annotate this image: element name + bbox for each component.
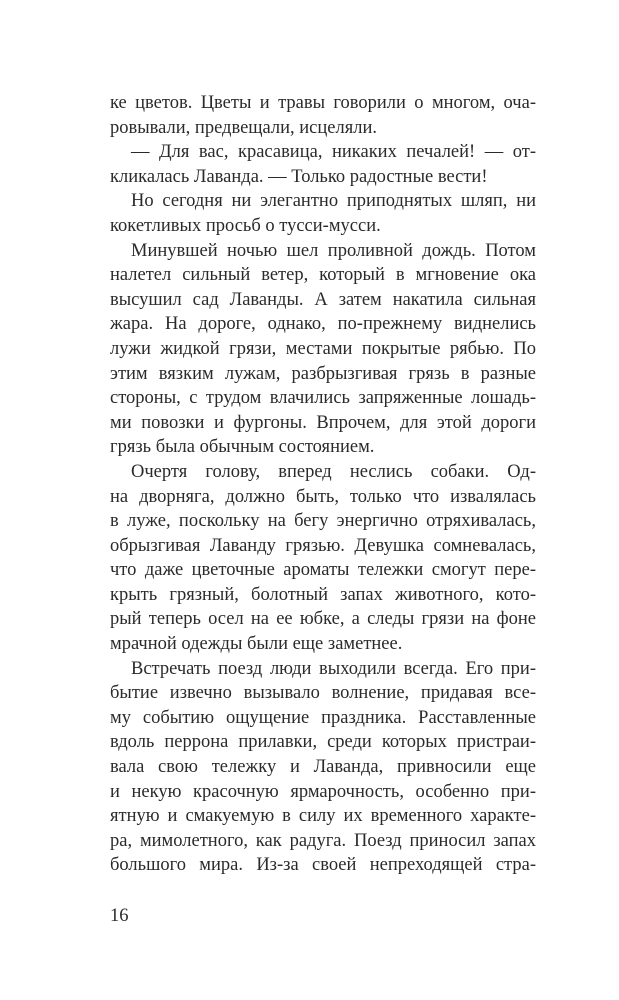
text-line: ра, мимолетного, как радуга. Поезд приносил запах bbox=[110, 830, 536, 851]
text-line: Минувшей ночью шел проливной дождь. Потом bbox=[131, 240, 536, 261]
text-line: Встречать поезд люди выходили всегда. Его при- bbox=[131, 658, 536, 679]
text-line: что даже цветочные ароматы тележки смогут пере- bbox=[110, 560, 536, 581]
text-line: крыть грязный, болотный запах животного, кото- bbox=[110, 584, 536, 605]
text-line: бытие извечно вызывало волнение, придавая все- bbox=[110, 683, 536, 704]
text-line: на дворняга, должно быть, только что извалялась bbox=[110, 486, 536, 507]
text-line: лужи жидкой грязи, местами покрытые рябью. По bbox=[110, 338, 536, 359]
text-line: му событию ощущение праздника. Расставленные bbox=[110, 707, 536, 728]
text-line: ятную и смакуемую в силу их временного характе- bbox=[110, 806, 536, 827]
book-page-text bbox=[110, 91, 536, 878]
text-line: ке цветов. Цветы и травы говорили о многом, оча- bbox=[110, 93, 536, 113]
text-line: высушил сад Лаванды. А затем накатила сильная bbox=[110, 289, 536, 310]
text-line: ми повозки и фургоны. Впрочем, для этой дороги bbox=[110, 412, 536, 433]
text-line: Но сегодня ни элегантно приподнятых шляп, ни bbox=[131, 191, 536, 212]
text-line: рый теперь осел на ее юбке, а следы грязи на фоне bbox=[110, 609, 536, 630]
text-line: жара. На дороге, однако, по-прежнему виднелись bbox=[110, 314, 536, 335]
text-line: большого мира. Из-за своей непреходящей стра- bbox=[110, 855, 536, 876]
text-line: мрачной одежды были еще заметнее. bbox=[110, 634, 403, 655]
text-line: кокетливых просьб о тусси-мусси. bbox=[110, 215, 381, 236]
text-line: этим вязким лужам, разбрызгивая грязь в разные bbox=[110, 363, 536, 384]
text-line: Очертя голову, вперед неслись собаки. Од- bbox=[131, 461, 536, 482]
text-line: обрызгивая Лаванду грязью. Девушка сомневалась, bbox=[110, 535, 536, 556]
text-line: грязь была обычным состоянием. bbox=[110, 437, 375, 458]
text-line: в луже, поскольку на бегу энергично отряхивалась, bbox=[110, 511, 536, 532]
text-line: кликалась Лаванда. — Только радостные вести! bbox=[110, 166, 488, 187]
text-line: вала свою тележку и Лаванда, привносили еще bbox=[110, 757, 536, 778]
text-line: и некую красочную ярмарочность, особенно при- bbox=[110, 781, 536, 802]
text-line: ровывали, предвещали, исцеляли. bbox=[110, 117, 378, 138]
page-number: 16 bbox=[110, 906, 129, 926]
text-line: стороны, с трудом влачились запряженные лошадь- bbox=[110, 388, 536, 409]
text-line: вдоль перрона прилавки, среди которых пристраи- bbox=[110, 732, 536, 753]
text-line: — Для вас, красавица, никаких печалей! — от- bbox=[131, 142, 536, 163]
text-line: налетел сильный ветер, который в мгновение ока bbox=[110, 265, 536, 286]
